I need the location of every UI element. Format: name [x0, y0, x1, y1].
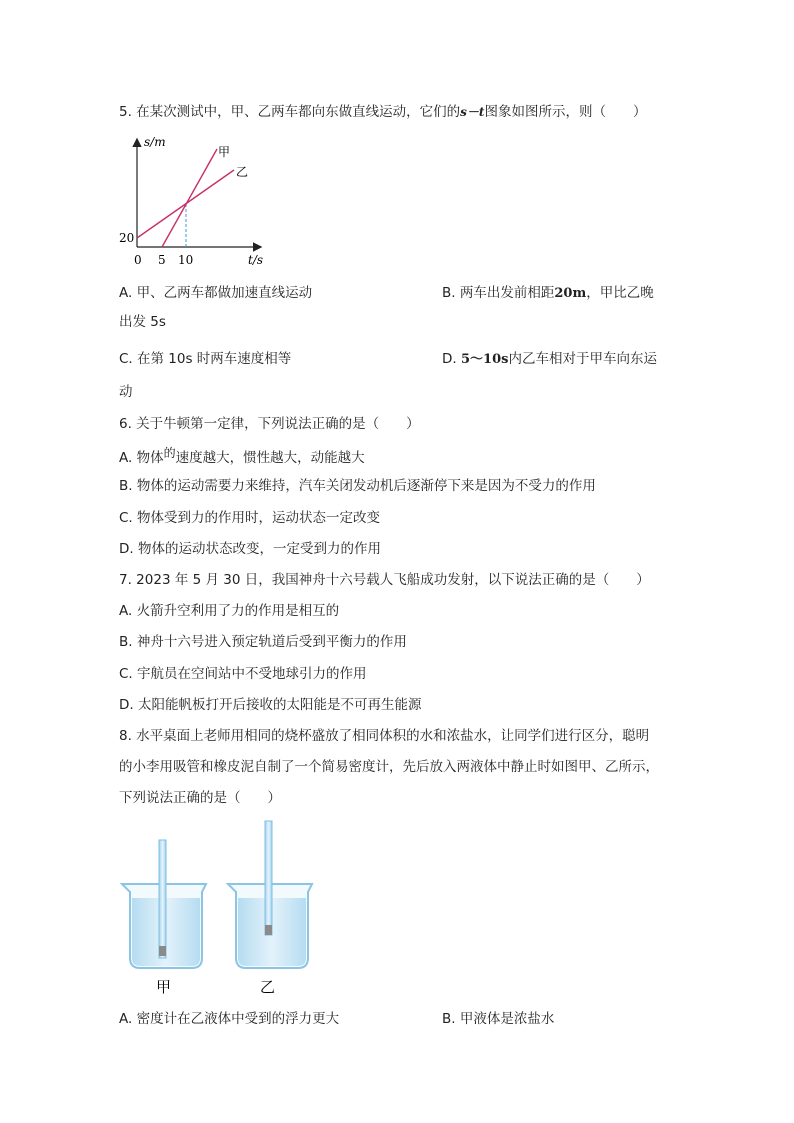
- line-yi-label: 乙: [236, 165, 249, 179]
- q6-option-d: D. 物体的运动状态改变，一定受到力的作用: [119, 541, 381, 557]
- beaker-yi-label: 乙: [260, 978, 276, 996]
- q6-stem: 6. 关于牛顿第一定律，下列说法正确的是（ ）: [119, 416, 420, 432]
- line-jia: [162, 149, 217, 247]
- y-axis-label: s/m: [144, 135, 166, 149]
- q5-stem: 5. 在某次测试中，甲、乙两车都向东做直线运动，它们的s－t图象如图所示，则（ ）: [119, 104, 647, 120]
- x-axis-label: t/s: [248, 253, 264, 267]
- q7-option-d: D. 太阳能帆板打开后接收的太阳能是不可再生能源: [119, 697, 422, 713]
- q5-option-c: C. 在第 10s 时两车速度相等: [119, 351, 292, 367]
- q5-option-a: A. 甲、乙两车都做加速直线运动: [119, 285, 313, 301]
- y-tick-20: 20: [119, 231, 135, 245]
- q7-option-c: C. 宇航员在空间站中不受地球引力的作用: [119, 666, 367, 682]
- q8-option-b: B. 甲液体是浓盐水: [442, 1011, 555, 1027]
- beaker-yi: [228, 821, 312, 968]
- q7-stem: 7. 2023 年 5 月 30 日，我国神舟十六号载人飞船成功发射，以下说法正确的是（ ）: [119, 572, 650, 588]
- q5-stem-math: s－t: [460, 105, 485, 119]
- q8-stem-line2: 的小李用吸管和橡皮泥自制了一个简易密度计，先后放入两液体中静止时如图甲、乙所示，: [119, 759, 659, 775]
- q7-option-b: B. 神舟十六号进入预定轨道后受到平衡力的作用: [119, 634, 407, 650]
- beaker-jia-label: 甲: [156, 978, 172, 996]
- q6-option-c: C. 物体受到力的作用时，运动状态一定改变: [119, 510, 381, 526]
- q8-stem-line1: 8. 水平桌面上老师用相同的烧杯盛放了相同体积的水和浓盐水，让同学们进行区分，聪明: [119, 728, 650, 744]
- q5-st-graph: [110, 132, 270, 272]
- line-jia-label: 甲: [218, 145, 231, 159]
- q6-option-a: A. 物体的速度越大，惯性越大，动能越大: [119, 446, 365, 466]
- hydrometer-yi: [265, 821, 272, 935]
- q6-option-b: B. 物体的运动需要力来维持，汽车关闭发动机后逐渐停下来是因为不受力的作用: [119, 478, 596, 494]
- x-tick-5: 5: [158, 253, 166, 267]
- beaker-jia: [122, 840, 206, 968]
- q8-option-a: A. 密度计在乙液体中受到的浮力更大: [119, 1011, 340, 1027]
- q5-option-b: B. 两车出发前相距20m，甲比乙晚: [442, 285, 654, 301]
- q8-stem-line3: 下列说法正确的是（ ）: [119, 790, 281, 806]
- q5-option-d: D. 5～10s内乙车相对于甲车向东运: [442, 351, 657, 367]
- q7-option-a: A. 火箭升空利用了力的作用是相互的: [119, 603, 340, 619]
- origin-label: 0: [134, 253, 142, 267]
- q8-beakers-figure: [118, 818, 318, 1000]
- x-tick-10: 10: [178, 253, 194, 267]
- q5-option-b-wrap: 出发 5s: [119, 314, 166, 330]
- hydrometer-jia: [159, 840, 166, 958]
- q5-option-d-wrap: 动: [119, 384, 133, 400]
